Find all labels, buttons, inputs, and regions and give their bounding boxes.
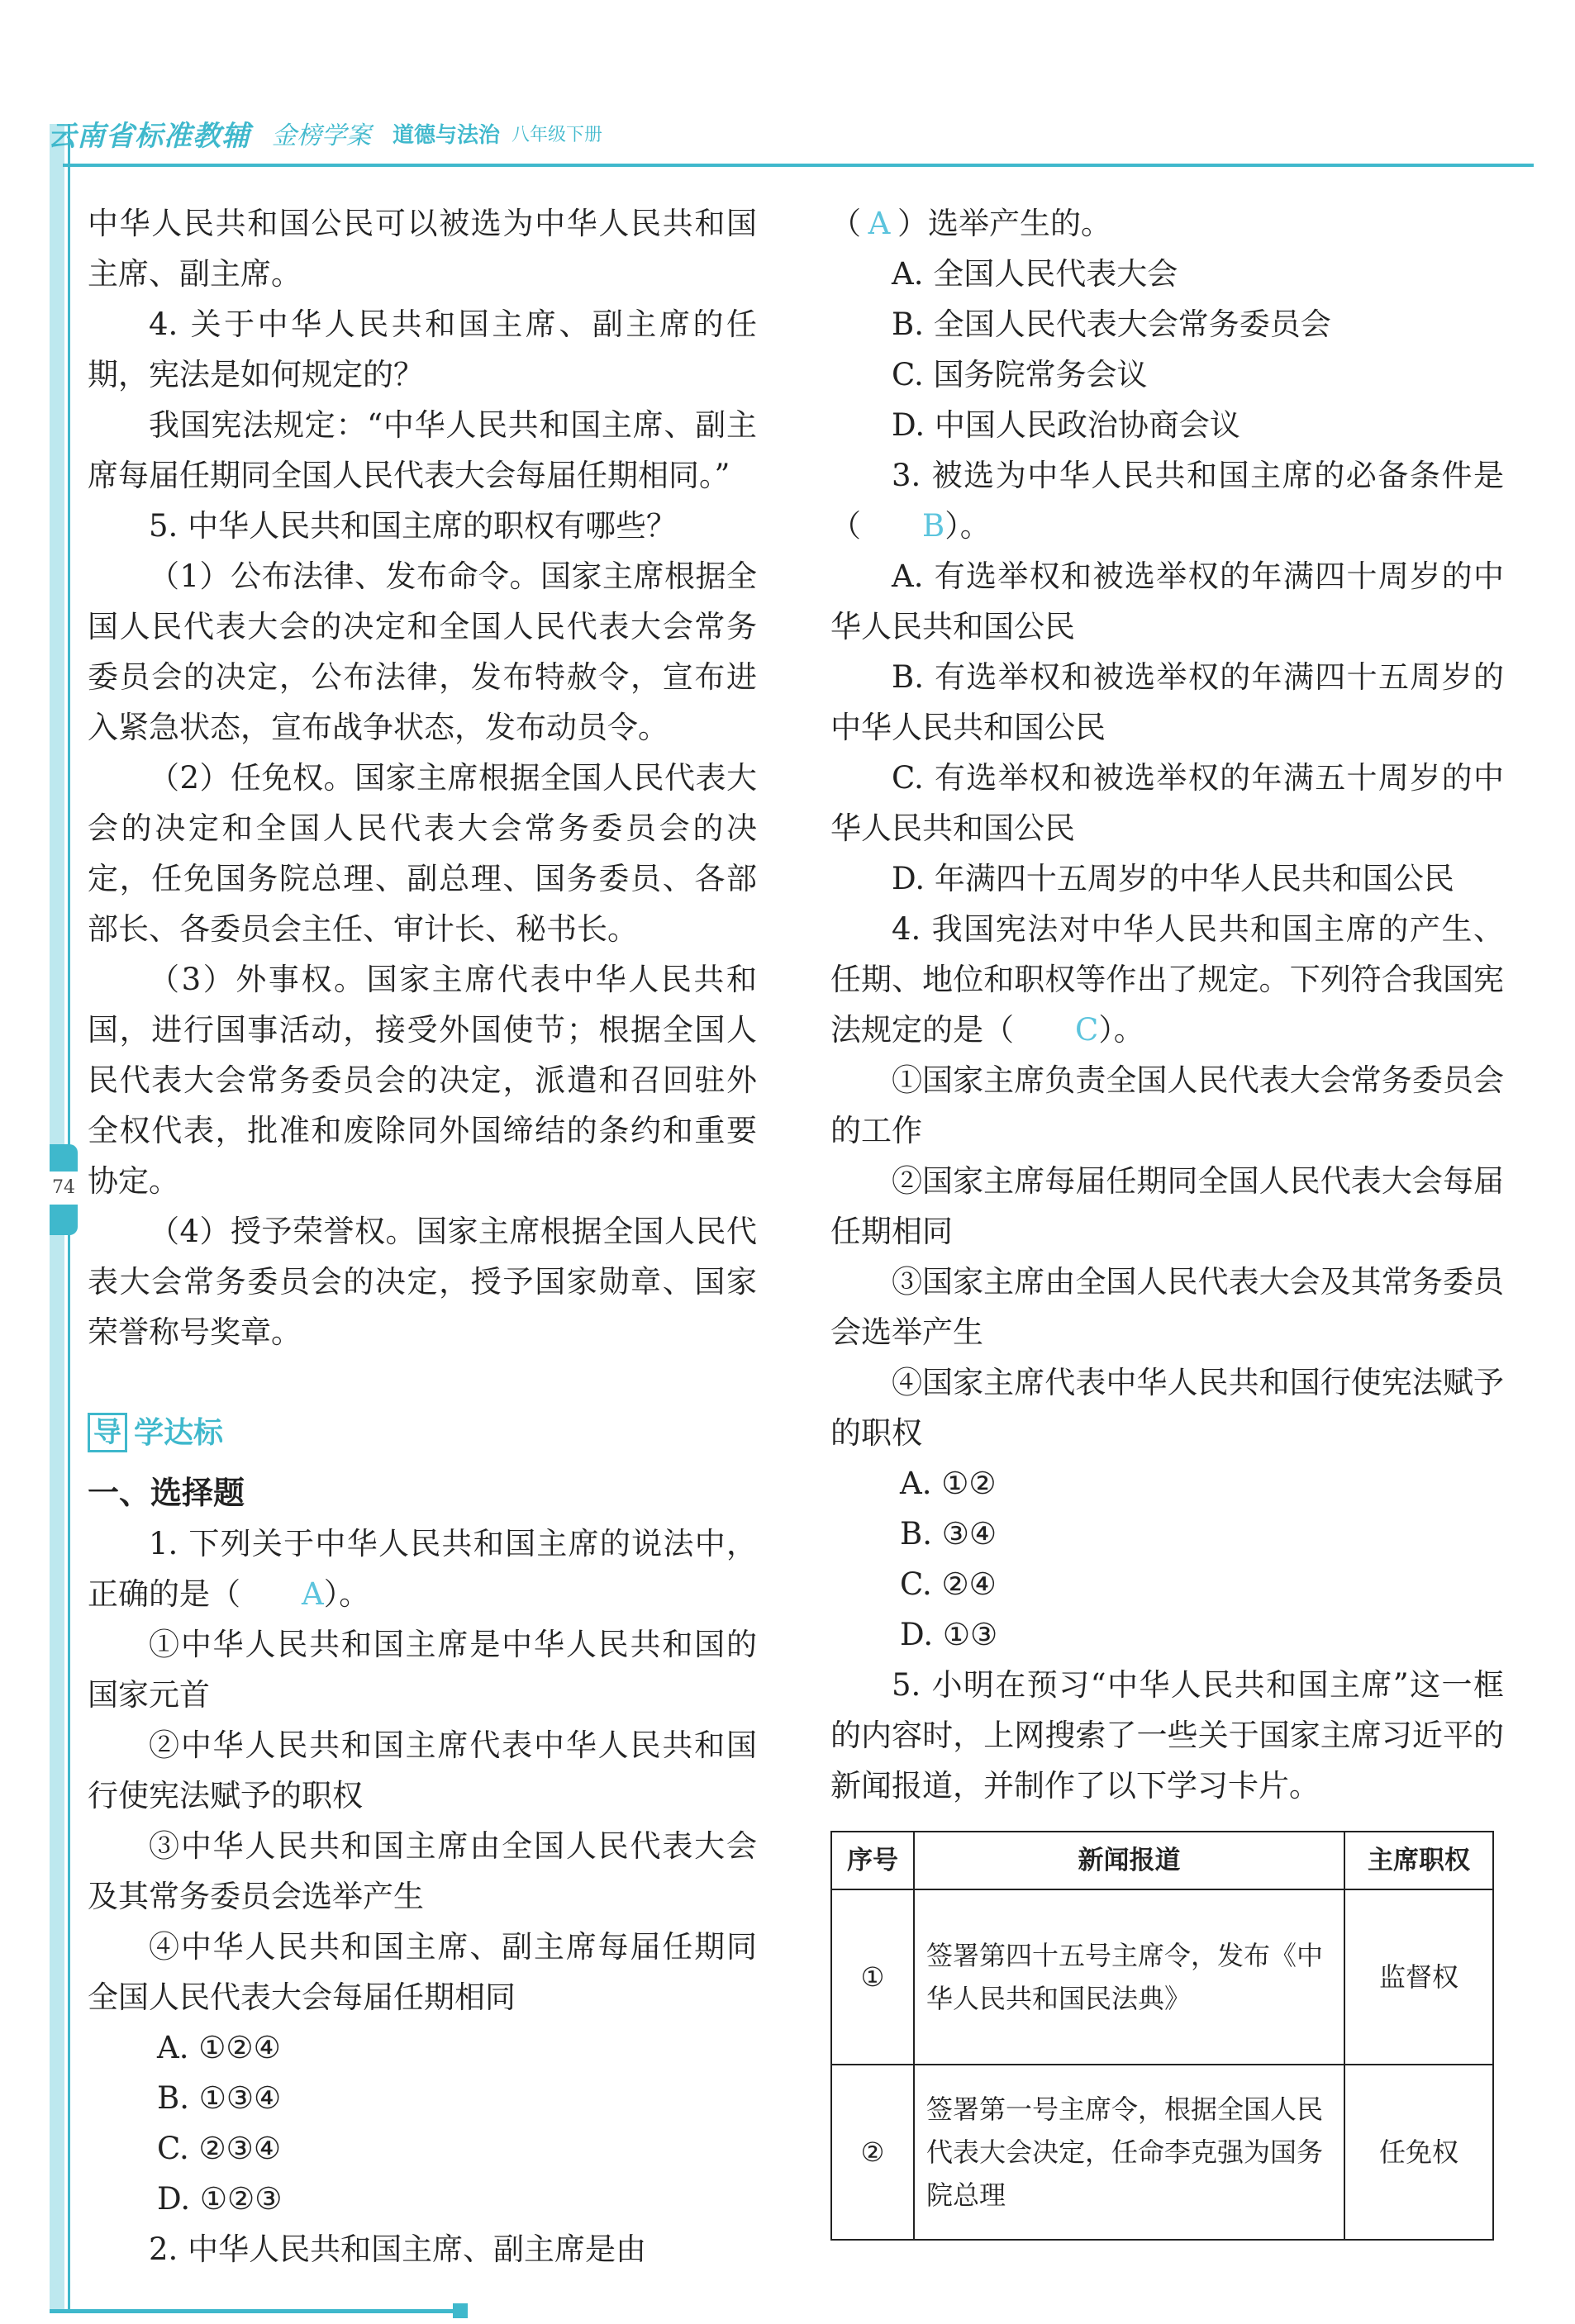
paragraph: 中华人民共和国公民可以被选为中华人民共和国主席、副主席。 xyxy=(88,206,757,292)
option: A. 全国人民代表大会 xyxy=(892,256,1178,292)
question-5: 5. 中华人民共和国主席的职权有哪些？ xyxy=(149,508,678,544)
table-cell-news: 签署第一号主席令，根据全国人民代表大会决定，任命李克强为国务院总理 xyxy=(914,2065,1344,2240)
choice-4-options xyxy=(830,1458,1504,1660)
choice-2-stem-end: （ A ）选举产生的。 xyxy=(830,198,1504,249)
table-cell-power: 监督权 xyxy=(1344,1889,1493,2065)
right-column xyxy=(830,198,1504,2241)
header-series: 金榜学案 xyxy=(272,121,371,150)
table-row xyxy=(831,2065,1493,2240)
choice-1-stem: 1. 下列关于中华人民共和国主席的说法中，正确的是（ A）。 xyxy=(88,1518,757,1619)
option: B. 全国人民代表大会常务委员会 xyxy=(892,307,1331,342)
section-heading xyxy=(88,1404,757,1461)
choice-1-item: ③中华人民共和国主席由全国人民代表大会及其常务委员会选举产生 xyxy=(88,1828,757,1914)
answer-badge: B xyxy=(922,508,945,544)
option: C. ②③④ xyxy=(157,2131,282,2166)
option: D. ①③ xyxy=(900,1617,998,1652)
table-cell-no: ② xyxy=(831,2065,914,2240)
choice-2-stem: 2. 中华人民共和国主席、副主席是由 xyxy=(149,2231,647,2267)
choice-1-item: ②中华人民共和国主席代表中华人民共和国行使宪法赋予的职权 xyxy=(88,1728,757,1813)
choice-3-stem: 3. 被选为中华人民共和国主席的必备条件是（ B）。 xyxy=(830,450,1504,551)
left-column xyxy=(88,198,757,2274)
question-4: 4. 关于中华人民共和国主席、副主席的任期，宪法是如何规定的？ xyxy=(88,307,757,392)
table-header: 序号 xyxy=(831,1832,914,1889)
choice-4-item: ④国家主席代表中华人民共和国行使宪法赋予的职权 xyxy=(830,1365,1504,1451)
answer-badge: C xyxy=(1075,1012,1099,1048)
option: A. 有选举权和被选举权的年满四十周岁的中华人民共和国公民 xyxy=(830,558,1504,644)
answer-5-3: （3）外事权。国家主席代表中华人民共和国，进行国事活动，接受外国使节；根据全国人民代表大会常务委员会的决定，派遣和召回驻外全权代表，批准和废除同外国缔结的条约和重要协定。 xyxy=(88,962,757,1199)
answer-4: 我国宪法规定：“中华人民共和国主席、副主席每届任期同全国人民代表大会每届任期相同。” xyxy=(88,407,757,493)
answer-badge: A xyxy=(302,1576,324,1612)
option: C. 有选举权和被选举权的年满五十周岁的中华人民共和国公民 xyxy=(830,760,1504,846)
choice-1-item: ④中华人民共和国主席、副主席每届任期同全国人民代表大会每届任期相同 xyxy=(88,1929,757,2015)
guide-icon: 导 xyxy=(88,1413,127,1452)
answer-5-1: （1）公布法律、发布命令。国家主席根据全国人民代表大会的决定和全国人民代表大会常务委员会的决定，公布法律，发布特赦令，宣布进入紧急状态，宣布战争状态，发布动员令。 xyxy=(88,558,757,745)
table-header-row xyxy=(831,1832,1493,1889)
option: A. ①② xyxy=(900,1466,997,1501)
choice-4-item: ③国家主席由全国人民代表大会及其常务委员会选举产生 xyxy=(830,1264,1504,1350)
option: D. ①②③ xyxy=(157,2181,283,2217)
header-brand: 云南省标准教辅 xyxy=(48,119,250,153)
answer-badge: A xyxy=(868,206,891,241)
choice-4-item: ①国家主席负责全国人民代表大会常务委员会的工作 xyxy=(830,1062,1504,1148)
answer-5-2: （2）任免权。国家主席根据全国人民代表大会的决定和全国人民代表大会常务委员会的决定，任免国务院总理、副总理、国务委员、各部部长、各委员会主任、审计长、秘书长。 xyxy=(88,760,757,947)
table-cell-power: 任免权 xyxy=(1344,2065,1493,2240)
page-number: 74 xyxy=(50,1172,78,1205)
choice-4-stem: 4. 我国宪法对中华人民共和国主席的产生、任期、地位和职权等作出了规定。下列符合我国宪法规定的是（ C）。 xyxy=(830,904,1504,1055)
table-row xyxy=(831,1889,1493,2065)
option: D. 中国人民政治协商会议 xyxy=(892,407,1240,443)
table-header: 主席职权 xyxy=(1344,1832,1493,1889)
option: C. 国务院常务会议 xyxy=(892,357,1148,392)
option: D. 年满四十五周岁的中华人民共和国公民 xyxy=(892,861,1454,896)
page-header xyxy=(48,106,602,160)
footer-rule xyxy=(50,2309,454,2313)
table-header: 新闻报道 xyxy=(914,1832,1344,1889)
table-cell-no: ① xyxy=(831,1889,914,2065)
table-cell-news: 签署第四十五号主席令，发布《中华人民共和国民法典》 xyxy=(914,1889,1344,2065)
answer-5-4: （4）授予荣誉权。国家主席根据全国人民代表大会常务委员会的决定，授予国家勋章、国家荣誉称号奖章。 xyxy=(88,1214,757,1350)
option: B. ③④ xyxy=(900,1516,997,1552)
option: B. 有选举权和被选举权的年满四十五周岁的中华人民共和国公民 xyxy=(830,659,1504,745)
header-subject: 道德与法治 xyxy=(393,122,501,148)
choice-1-item: ①中华人民共和国主席是中华人民共和国的国家元首 xyxy=(88,1627,757,1713)
choice-4-item: ②国家主席每届任期同全国人民代表大会每届任期相同 xyxy=(830,1163,1504,1249)
header-grade: 八年级下册 xyxy=(512,124,603,145)
study-card-table xyxy=(830,1831,1494,2241)
header-rule xyxy=(63,164,1534,167)
option: A. ①②④ xyxy=(157,2030,281,2065)
section-title: 学达标 xyxy=(134,1415,224,1450)
choice-1-options xyxy=(88,2022,757,2224)
choice-5-stem: 5. 小明在预习“中华人民共和国主席”这一框的内容时，上网搜索了一些关于国家主席习近平的新闻报道，并制作了以下学习卡片。 xyxy=(830,1667,1504,1804)
choice-heading: 一、选择题 xyxy=(88,1475,245,1511)
footer-square xyxy=(453,2303,468,2318)
option: C. ②④ xyxy=(900,1566,997,1602)
option: B. ①③④ xyxy=(157,2080,282,2116)
